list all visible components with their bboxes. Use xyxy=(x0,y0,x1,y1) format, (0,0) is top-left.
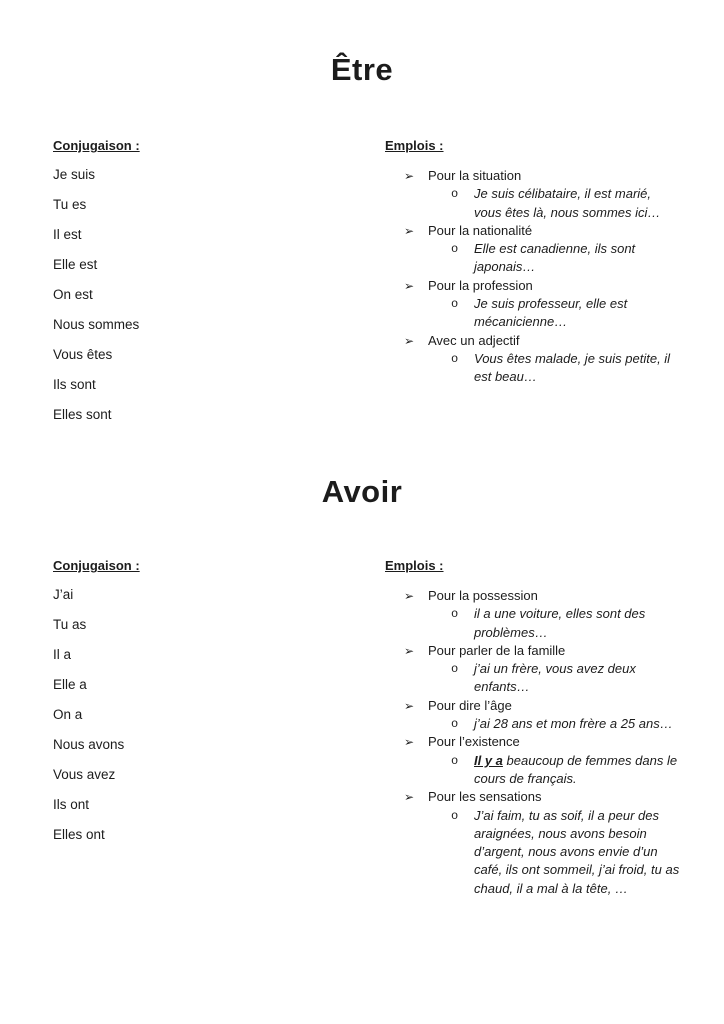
emploi-example xyxy=(385,185,685,222)
emploi-label: Pour la nationalité xyxy=(428,222,533,238)
arrow-bullet-icon: ➢ xyxy=(404,735,415,750)
example-text: j’ai 28 ans et mon frère a 25 ans… xyxy=(474,716,673,732)
emploi-label: Pour dire l’âge xyxy=(428,697,512,713)
emploi-item xyxy=(385,332,685,350)
emploi-label: Pour parler de la famille xyxy=(428,642,566,658)
etre-conjugation-list xyxy=(53,168,293,422)
example-rest: beaucoup de femmes dans le cours de français. xyxy=(474,752,678,786)
emploi-example xyxy=(385,752,685,789)
circle-bullet-icon: o xyxy=(451,717,459,732)
emploi-item xyxy=(385,642,685,660)
conjugation-item: J’ai xyxy=(53,587,74,602)
conjugation-item: Il a xyxy=(53,647,72,662)
example-text: Vous êtes malade, je suis petite, il est beau… xyxy=(474,350,671,385)
emploi-example xyxy=(385,295,685,332)
circle-bullet-icon: o xyxy=(451,351,459,366)
avoir-conjugation-column xyxy=(53,558,293,858)
avoir-emplois-list xyxy=(385,587,685,898)
emploi-item xyxy=(385,277,685,295)
etre-conjugation-column xyxy=(53,138,293,438)
emploi-label: Avec un adjectif xyxy=(428,332,520,348)
conjugation-item: On est xyxy=(53,287,93,302)
arrow-bullet-icon: ➢ xyxy=(404,643,415,658)
arrow-bullet-icon: ➢ xyxy=(404,698,415,713)
arrow-bullet-icon: ➢ xyxy=(404,790,415,805)
circle-bullet-icon: o xyxy=(451,753,459,768)
conjugation-item: Nous avons xyxy=(53,737,125,752)
emploi-example xyxy=(385,350,685,387)
circle-bullet-icon: o xyxy=(451,297,459,312)
emploi-label: Pour la possession xyxy=(428,588,538,603)
example-text xyxy=(474,752,680,789)
conjugation-item: Vous êtes xyxy=(53,347,113,362)
emploi-item xyxy=(385,733,685,751)
example-highlight: Il y a xyxy=(474,752,503,768)
etre-emplois-label: Emplois : xyxy=(385,138,444,153)
etre-conjugaison-label: Conjugaison : xyxy=(53,138,140,153)
emploi-item xyxy=(385,167,685,185)
conjugation-item: Elle est xyxy=(53,257,98,272)
emploi-item xyxy=(385,587,685,605)
conjugation-item: Vous avez xyxy=(53,767,116,782)
emploi-label: Pour la situation xyxy=(428,168,522,183)
emploi-example xyxy=(385,660,685,697)
conjugation-item: On a xyxy=(53,707,83,722)
avoir-emplois-label: Emplois : xyxy=(385,558,444,573)
example-text: Je suis célibataire, il est marié, vous êtes là, nous sommes ici… xyxy=(474,186,661,220)
avoir-conjugaison-label: Conjugaison : xyxy=(53,558,140,573)
emploi-item xyxy=(385,222,685,240)
section-title-avoir: Avoir xyxy=(321,474,403,509)
arrow-bullet-icon: ➢ xyxy=(404,278,415,293)
emploi-label: Pour la profession xyxy=(428,277,533,293)
conjugation-item: Elles sont xyxy=(53,407,112,422)
conjugation-item: Elle a xyxy=(53,677,87,692)
circle-bullet-icon: o xyxy=(451,187,459,202)
emploi-example xyxy=(385,807,685,898)
emploi-example xyxy=(385,715,685,733)
example-text: Elle est canadienne, ils sont japonais… xyxy=(474,241,636,275)
example-text: J’ai faim, tu as soif, il a peur des araignées, nous avons besoin d’argent, nous avons envie d’un café, ils ont sommeil, j’ai froid, tu as chaud, il a mal à la tête, … xyxy=(474,807,680,896)
emploi-label: Pour l’existence xyxy=(428,734,520,750)
avoir-conjugation-list xyxy=(53,588,293,842)
circle-bullet-icon: o xyxy=(451,607,459,622)
arrow-bullet-icon: ➢ xyxy=(404,169,415,183)
example-text: Je suis professeur, elle est mécanicienne… xyxy=(474,296,628,330)
circle-bullet-icon: o xyxy=(451,662,459,677)
section-title-etre: Être xyxy=(330,52,394,87)
circle-bullet-icon: o xyxy=(451,808,459,823)
conjugation-item: Ils sont xyxy=(53,377,96,392)
emploi-example xyxy=(385,240,685,277)
example-text: il a une voiture, elles sont des problèmes… xyxy=(474,606,646,640)
avoir-emplois-column xyxy=(385,558,685,898)
conjugation-item: Tu as xyxy=(53,617,87,632)
conjugation-item: Ils ont xyxy=(53,797,90,812)
emploi-example xyxy=(385,605,685,642)
emploi-label: Pour les sensations xyxy=(428,789,542,805)
arrow-bullet-icon: ➢ xyxy=(404,223,415,238)
example-text: j’ai un frère, vous avez deux enfants… xyxy=(474,661,636,695)
arrow-bullet-icon: ➢ xyxy=(404,589,415,603)
conjugation-item: Nous sommes xyxy=(53,317,140,332)
arrow-bullet-icon: ➢ xyxy=(404,333,415,348)
etre-emplois-column xyxy=(385,138,685,387)
etre-emplois-list xyxy=(385,167,685,387)
circle-bullet-icon: o xyxy=(451,242,459,257)
emploi-item xyxy=(385,788,685,806)
conjugation-item: Il est xyxy=(53,227,82,242)
conjugation-item: Tu es xyxy=(53,197,87,212)
emploi-item xyxy=(385,697,685,715)
conjugation-item: Je suis xyxy=(53,167,96,182)
conjugation-item: Elles ont xyxy=(53,827,105,842)
